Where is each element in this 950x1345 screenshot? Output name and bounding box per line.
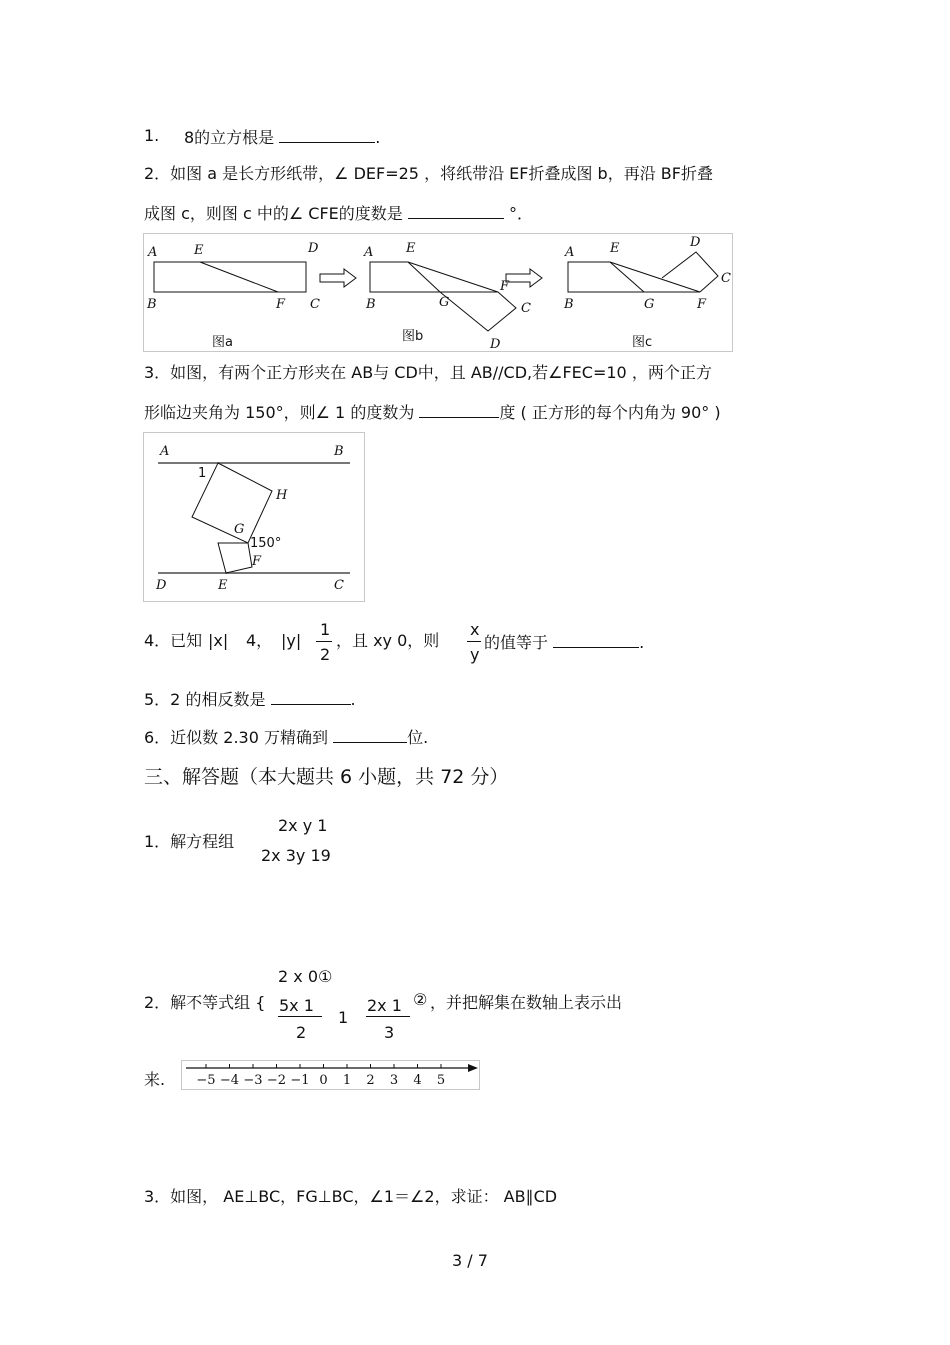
s2-fline2	[366, 1016, 410, 1017]
axis-tick-label: 5	[436, 1073, 446, 1088]
fig-b-label-A: A	[364, 245, 374, 260]
fig-c-label-B: B	[564, 297, 574, 312]
q6-answer-blank[interactable]	[333, 726, 407, 743]
page-number: 3 / 7	[452, 1251, 488, 1270]
s1-label: 1．解方程组	[144, 832, 235, 851]
s2-fline1	[278, 1016, 322, 1017]
s1-eq1: 2x y 1	[278, 816, 328, 835]
axis-tick-label: −3	[243, 1073, 263, 1088]
fig-a-label-A: A	[148, 245, 158, 260]
fig-a-label-E: E	[194, 243, 204, 258]
q5-answer-blank[interactable]	[271, 688, 351, 705]
folding-figure	[143, 233, 733, 352]
q6-tail: 位.	[407, 728, 429, 747]
s2-d2: 3	[384, 1023, 395, 1042]
s2-tail2: 来.	[144, 1070, 166, 1089]
q1-text	[184, 126, 380, 148]
sq-label-150: 150°	[250, 536, 282, 551]
q4-absx: |x|	[208, 631, 229, 650]
q4-frac-num: 1	[320, 620, 331, 639]
axis-tick-label: −4	[219, 1073, 240, 1088]
axis-tick-label: −5	[196, 1073, 216, 1088]
q1-number: 1.	[144, 126, 160, 145]
fig-c-label-C: C	[721, 271, 731, 286]
q4-x: x	[213, 631, 223, 650]
fig-b-label-G: G	[439, 295, 450, 310]
fig-a-label-B: B	[147, 297, 157, 312]
number-line-svg	[182, 1061, 479, 1089]
s2-circ2: ②	[413, 990, 428, 1009]
sq-label-E: E	[218, 578, 228, 593]
folding-figure-svg	[144, 234, 732, 351]
q4-fden: y	[470, 645, 480, 664]
q2-end: °．	[508, 204, 533, 223]
fig-a-label-C: C	[310, 297, 320, 312]
s2-tail: ，并把解集在数轴上表示出	[430, 993, 623, 1012]
q3-line2-tail: 度 ( 正方形的每个内角为 90° )	[499, 403, 721, 422]
squares-figure-svg	[144, 433, 364, 601]
sq-label-B: B	[334, 444, 344, 459]
fig-b-label-D: D	[490, 337, 501, 351]
s2-label: 2．解不等式组 {	[144, 993, 266, 1012]
q1-end: .	[375, 128, 381, 147]
q2-line1: 2．如图 a 是长方形纸带，∠ DEF=25 ，将纸带沿 EF折叠成图 b，再沿 BF折叠	[144, 164, 713, 183]
fig-c-label-E: E	[610, 241, 620, 256]
sq-label-C: C	[334, 578, 344, 593]
fig-b-label-E: E	[406, 241, 416, 256]
q5-end: .	[350, 690, 356, 709]
s2-d1: 2	[296, 1023, 307, 1042]
q1-body: 8的立方根是	[184, 128, 275, 147]
q3-line1: 3．如图，有两个正方形夹在 AB与 CD中，且 AB//CD,若∠FEC=10 ，两个正方	[144, 363, 712, 382]
axis-tick-label: 0	[319, 1073, 328, 1088]
fig-c-label-D: D	[690, 235, 701, 250]
fig-b-label-B: B	[366, 297, 376, 312]
q4-val4: 4，	[246, 631, 273, 650]
q4-mid: ，且 xy 0，则	[336, 631, 440, 650]
q2-line2-text: 成图 c，则图 c 中的∠ CFE的度数是	[144, 204, 403, 223]
axis-tick-label: 1	[342, 1073, 352, 1088]
q3-answer-blank[interactable]	[419, 401, 499, 418]
q6	[144, 726, 428, 748]
fig-c-label-G: G	[644, 297, 655, 312]
axis-tick-label: 3	[389, 1073, 399, 1088]
q4-tail-text: 的值等于	[484, 633, 549, 652]
axis-tick-label: −1	[290, 1073, 310, 1088]
q1-answer-blank[interactable]	[279, 126, 375, 143]
s3: 3．如图， AE⊥BC，FG⊥BC，∠1＝∠2，求证： AB∥CD	[144, 1187, 558, 1206]
s1-eq2: 2x 3y 19	[261, 846, 331, 865]
q4-fnum: x	[470, 620, 480, 639]
axis-tick-label: 2	[366, 1073, 375, 1088]
q4-fline	[467, 641, 481, 642]
s2-n1: 5x 1	[279, 996, 314, 1015]
sq-label-A: A	[160, 444, 170, 459]
q4-tail	[484, 631, 644, 653]
number-line	[181, 1060, 480, 1090]
sq-label-1: 1	[198, 466, 207, 481]
fig-b-label-C: C	[521, 301, 531, 316]
squares-figure	[143, 432, 365, 602]
q2-line2	[144, 202, 533, 224]
sq-label-F: F	[252, 554, 262, 569]
q5-body: 5．2 的相反数是	[144, 690, 266, 709]
fig-a-label-F: F	[276, 297, 286, 312]
q4-frac-den: 2	[320, 645, 331, 664]
s2-n2: 2x 1	[367, 996, 402, 1015]
axis-tick-label: 4	[413, 1073, 422, 1088]
s2-top: 2 x 0①	[278, 967, 333, 986]
fig-c-label-F: F	[697, 297, 707, 312]
sq-label-D: D	[156, 578, 167, 593]
fig-c-caption: 图c	[632, 335, 653, 350]
sq-label-H: H	[276, 488, 288, 503]
fig-b-label-F: F	[500, 279, 510, 294]
sq-label-G: G	[234, 522, 245, 537]
fig-a-label-D: D	[308, 241, 319, 256]
fig-a-caption: 图a	[212, 335, 233, 350]
q3-line2-text: 形临边夹角为 150°，则∠ 1 的度数为	[144, 403, 415, 422]
q4-prefix: 4．已知	[144, 631, 203, 650]
section-heading: 三、解答题（本大题共 6 小题，共 72 分）	[144, 766, 509, 788]
q4-end: .	[639, 633, 645, 652]
q4-absy: |y|	[281, 631, 302, 650]
q4-answer-blank[interactable]	[553, 631, 639, 648]
q2-answer-blank[interactable]	[408, 202, 504, 219]
q6-body: 6．近似数 2.30 万精确到	[144, 728, 328, 747]
axis-tick-label: −2	[266, 1073, 287, 1088]
s2-one: 1	[338, 1008, 349, 1027]
fig-b-caption: 图b	[402, 329, 424, 344]
q4-frac-line	[316, 641, 332, 642]
q3-line2	[144, 401, 721, 423]
q4-y: y	[286, 631, 296, 650]
fig-c-label-A: A	[565, 245, 575, 260]
q5	[144, 688, 356, 710]
